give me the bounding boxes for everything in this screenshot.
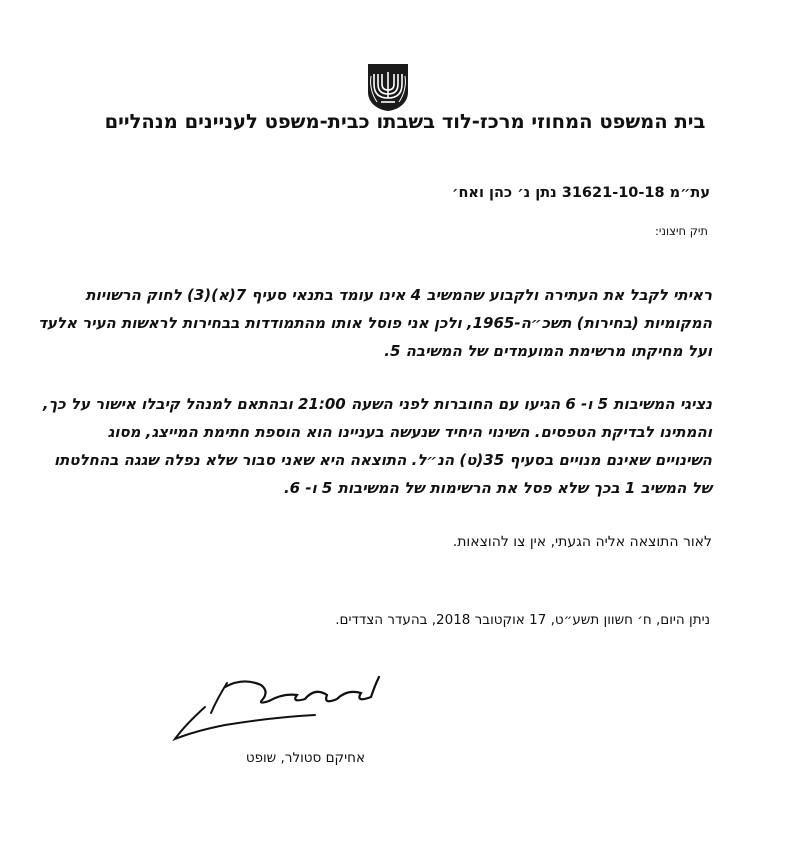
expenses-paragraph: לאור התוצאה אליה הגעתי, אין צו להוצאות. [452,534,712,550]
menorah-emblem-icon [365,62,411,112]
given-date-line: ניתן היום, ח׳ חשוון תשע״ט, 17 אוקטובר 2018, בהעדר הצדדים. [335,612,710,628]
paragraph-line: של המשיב 1 בכך שלא פסל את הרשימות של המשיבות 5 ו- 6. [283,479,712,497]
external-file-label: תיק חיצוני: [654,224,708,238]
case-number-line: עת״מ 31621-10-18 נתן נ׳ כהן ואח׳ [452,185,710,201]
court-name-heading: בית המשפט המחוזי מרכז-לוד בשבתו כבית-משפט לעניינים מנהליים [104,110,706,133]
paragraph-line: נציגי המשיבות 5 ו- 6 הגיעו עם החוברות לפני השעה 21:00 ובהתאם למנהל קיבלו אישור על כך, [42,395,712,413]
paragraph-line: השינויים שאינם מנויים בסעיף 35(ט) הנ״ל. התוצאה היא שאני סבור שלא נפלה שגגה בהחלטתו [54,451,712,469]
judge-signature [165,665,385,745]
ruling-paragraph-1 [38,281,712,365]
paragraph-line: ראיתי לקבל את העתירה ולקבוע שהמשיב 4 אינו עומד בתנאי סעיף 7(א)(3) לחוק הרשויות [85,286,712,304]
paragraph-line: המקומיות (בחירות) תשכ״ה-1965, ולכן אני פוסל אותו מהתמודדות בבחירות לראשות העיר אלעד [38,314,712,332]
judge-name-line: אחיקם סטולר, שופט [245,750,365,766]
paragraph-line: והמתינו לבדיקת הטפסים. השינוי היחיד שנעשה בעניינו הוא הוספת חתימת המייצג, מסוג [107,423,712,441]
ruling-paragraph-2 [42,390,712,502]
paragraph-line: ועל מחיקתו מרשימת המועמדים של המשיבה 5. [384,342,712,360]
